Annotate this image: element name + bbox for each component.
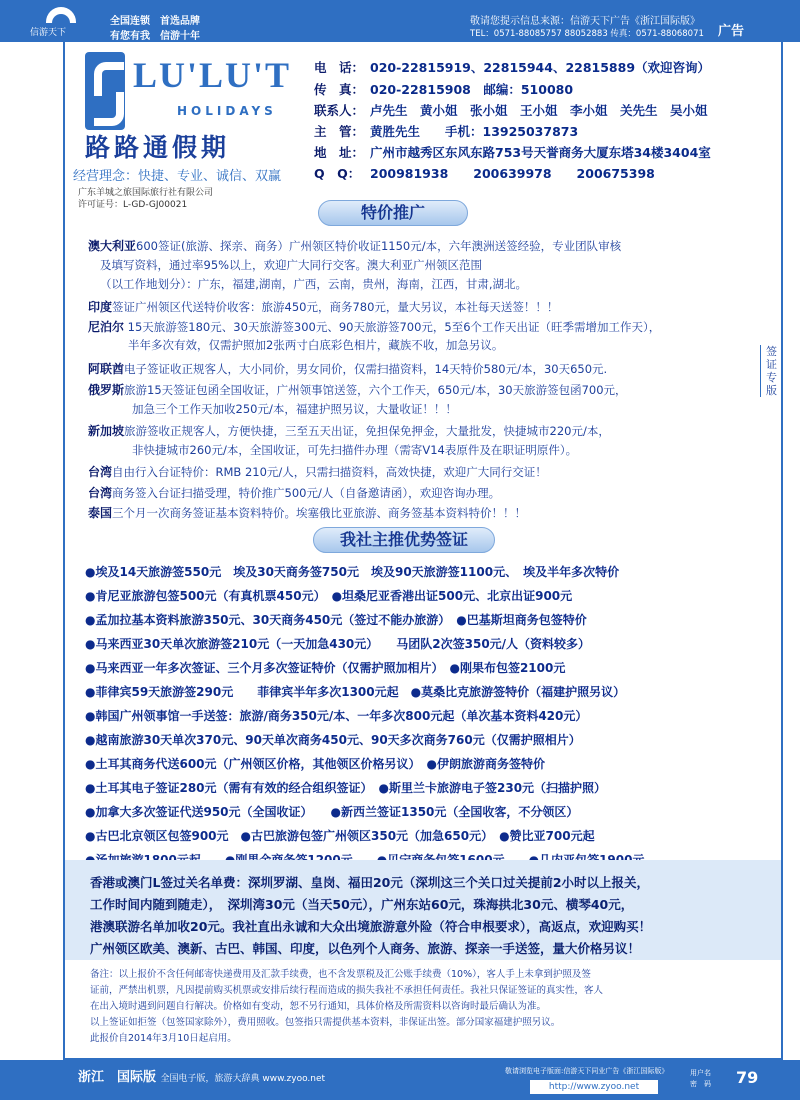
note-line: 此报价自2014年3月10日起启用。	[90, 1033, 237, 1044]
company-name: 广东羊城之旅国际旅行社有限公司	[78, 188, 214, 198]
brand-english: LU'LU'T	[133, 55, 292, 95]
contact-phone: 电 话： 020-22815919、22815944、22815889（欢迎咨询）	[314, 60, 711, 75]
xinyou-logo	[30, 4, 100, 38]
s-logo-icon	[85, 52, 125, 130]
top-banner	[0, 0, 800, 42]
contact-manager: 主 管： 黄胜先生 手机：13925037873	[314, 124, 579, 139]
visa-item: ●越南旅游30天单次370元、90天单次商务450元、90天多次商务760元（仅需护照相片）	[85, 733, 581, 747]
contact-qq: Q Q： 200981938 200639978 200675398	[314, 166, 655, 181]
slogan-line-2: 有您有我 信游十年	[110, 31, 200, 42]
visa-item: ●加拿大多次签证代送950元（全国收证） ●新西兰签证1350元（全国收客，不分领区）	[85, 805, 579, 819]
business-motto: 经营理念：快捷、专业、诚信、双赢	[73, 169, 282, 184]
note-line: 在出入境时遇到问题自行解决。价格如有变动，恕不另行通知，具体价格及所需资料以咨询时最后确认为准。	[90, 1001, 547, 1012]
contact-address: 地 址： 广州市越秀区东风东路753号天誉商务大厦东塔34楼3404室	[314, 145, 711, 160]
hk-line: 港澳联游名单加收20元。我社直出永诚和大众出境旅游意外险（符合申根要求），高返点，欢迎购买！	[90, 919, 652, 934]
visa-item: ●肯尼亚旅游包签500元（有真机票450元） ●坦桑尼亚香港出证500元、北京出证900元	[85, 589, 573, 603]
brand-chinese: 路路通假期	[85, 133, 231, 162]
promo-line: 及填写资料，通过率95%以上，欢迎广大同行交客。澳大利亚广州领区范围	[100, 258, 483, 272]
login-user-label: 用户名	[690, 1069, 711, 1077]
visa-item: ●土耳其电子签证280元（需有有效的经合组织签证） ●斯里兰卡旅游电子签230元（扫描护照）	[85, 781, 607, 795]
visa-item: ●孟加拉基本资料旅游350元、30天商务450元（签过不能办旅游） ●巴基斯坦商务包签特价	[85, 613, 587, 627]
visa-item: ●古巴北京领区包签900元 ●古巴旅游包签广州领区350元（加急650元） ●赞比亚700元起	[85, 829, 595, 843]
brand-subtitle: HOLIDAYS	[177, 104, 277, 118]
logo-name: 信游天下	[30, 28, 67, 38]
visa-item: ●马来西亚30天单次旅游签210元（一天加急430元） 马团队2次签350元/人（资料较多）	[85, 637, 591, 651]
promo-line: 澳大利亚600签证(旅游、探亲、商务）广州领区特价收证1150元/本，六年澳洲送签经验，专业团队审核	[88, 239, 622, 253]
license-number: 许可证号：L-GD-GJ00021	[78, 200, 188, 210]
advert-phone: TEL：0571-88085757 88052883 传真：0571-88068071	[470, 29, 704, 39]
visa-item: ●埃及14天旅游签550元 埃及30天商务签750元 埃及90天旅游签1100元、 埃及半年多次特价	[85, 565, 620, 579]
advert-notice: 敬请您提示信息来源：信游天下广告《浙江国际版》	[470, 16, 700, 27]
contact-fax: 传 真： 020-22815908 邮编：510080	[314, 82, 574, 97]
footer-url-link[interactable]: http://www.zyoo.net	[530, 1080, 658, 1094]
promo-line: 印度签证广州领区代送特价收客：旅游450元，商务780元，量大另议，本社每天送签！！！	[88, 300, 559, 314]
hk-line: 香港或澳门L签过关名单费：深圳罗湖、皇岗、福田20元（深圳这三个关口过关提前2小时以上报关，	[90, 875, 650, 890]
sun-icon	[46, 7, 76, 23]
visa-item: ●马来西亚一年多次签证、三个月多次签证特价（仅需护照加相片） ●刚果布包签2100元	[85, 661, 566, 675]
section-header-main: 我社主推优势签证	[313, 527, 495, 553]
promo-line: 非快捷城市260元/本，全国收证，可先扫描件办理（需寄V14表原件及在职证明原件）。	[132, 443, 578, 457]
section-header-promo: 特价推广	[318, 200, 468, 226]
note-line: 证前，严禁出机票，凡因提前购买机票或安排后续行程而造成的损失我社不承担任何责任。我社只保证签证的真实性，客人	[90, 985, 604, 996]
page-number: 79	[736, 1068, 759, 1087]
promo-line: 加急三个工作天加收250元/本，福建护照另议，大量收证！！！	[132, 402, 457, 416]
visa-item: ●土耳其商务代送600元（广州领区价格，其他领区价格另议） ●伊朗旅游商务签特价	[85, 757, 545, 771]
side-tag-visa: 签证专版	[760, 345, 782, 397]
ad-label: 广告	[718, 24, 745, 39]
footer-notice: 敬请浏览电子版面:信游天下同业广告《浙江国际版》	[505, 1067, 669, 1075]
slogan-line-1: 全国连锁 首选品牌	[110, 16, 200, 27]
promo-line: 台湾商务签入台证扫描受理，特价推广500元/人（自备邀请函），欢迎咨询办理。	[88, 486, 501, 500]
visa-item: ●韩国广州领事馆一手送签：旅游/商务350元/本、一年多次800元起（单次基本资料420元）	[85, 709, 588, 723]
lulutong-logo	[85, 52, 292, 162]
promo-line: 泰国三个月一次商务签证基本资料特价。埃塞俄比亚旅游、商务签基本资料特价！！！	[88, 506, 527, 520]
hk-line: 广州领区欧美、澳新、古巴、韩国、印度，以色列个人商务、旅游、探亲一手送签，量大价格另议！	[90, 941, 641, 956]
footer-region: 浙江 国际版 全国电子版，旅游大辞典 www.zyoo.net	[78, 1070, 326, 1085]
promo-line: 阿联酋电子签证收正规客人，大小同价，男女同价，仅需扫描资料，14天特价580元/本，30天650元.	[88, 362, 608, 376]
visa-item: ●菲律宾59天旅游签290元 菲律宾半年多次1300元起 ●莫桑比克旅游签特价（福建护照另议）	[85, 685, 626, 699]
contact-persons: 联系人： 卢先生 黄小姐 张小姐 王小姐 李小姐 关先生 吴小姐	[314, 103, 708, 118]
footer-login	[690, 1068, 711, 1090]
note-line: 备注：以上报价不含任何邮寄快递费用及汇款手续费，也不含发票税及汇公账手续费（10%），客人手上未拿到护照及签	[90, 969, 591, 980]
promo-line: 半年多次有效，仅需护照加2张两寸白底彩色相片，藏族不收，加急另议。	[128, 338, 504, 352]
promo-line: 尼泊尔 15天旅游签180元、30天旅游签300元、90天旅游签700元，5至6个工作天出证（旺季需增加工作天），	[88, 320, 661, 334]
footer	[0, 1060, 800, 1100]
promo-line: （以工作地划分）：广东，福建,湖南，广西，云南，贵州，海南，江西，甘肃,湖北。	[100, 277, 528, 291]
promo-line: 台湾自由行入台证特价：RMB 210元/人，只需扫描资料，高效快捷，欢迎广大同行交证！	[88, 465, 547, 479]
promo-line: 俄罗斯旅游15天签证包函全国收证，广州领事馆送签，六个工作天，650元/本，30天旅游签包函700元，	[88, 383, 627, 397]
promo-line: 新加坡旅游签收正规客人，方便快捷，三至五天出证，免担保免押金，大量批发，快捷城市220元/本，	[88, 424, 610, 438]
note-line: 以上签证如拒签（包签国家除外），费用照收。包签指只需提供基本资料，非保证出签。部分国家福建护照另议。	[90, 1017, 561, 1028]
hk-line: 工作时间内随到随走）， 深圳湾30元（当天50元），广州东站60元，珠海拱北30元、横琴40元，	[90, 897, 634, 912]
login-pass-label: 密 码	[690, 1080, 711, 1088]
